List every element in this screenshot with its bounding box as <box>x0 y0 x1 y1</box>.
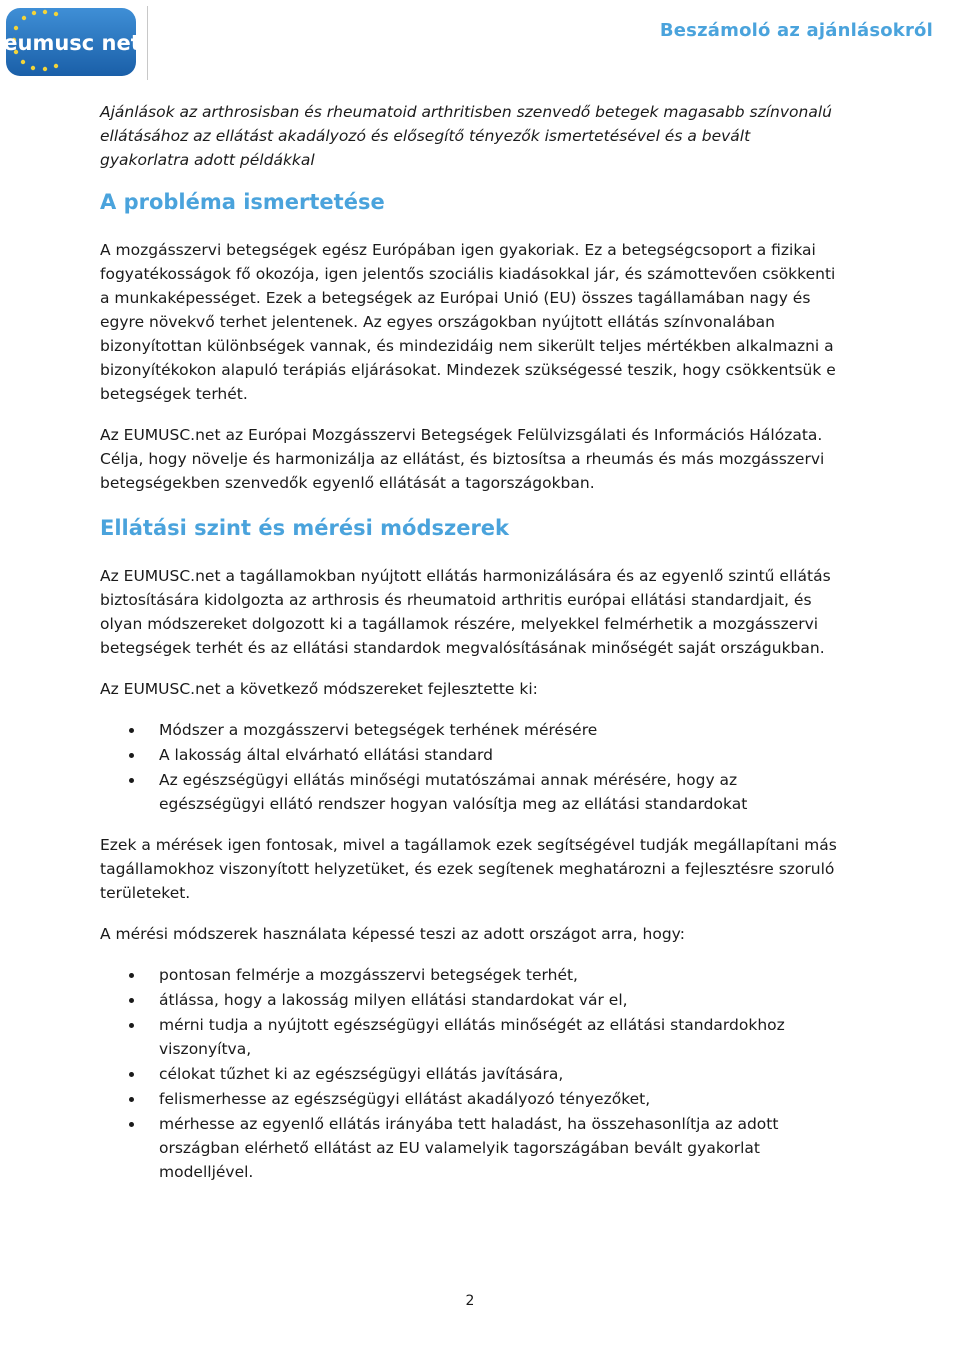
standards-paragraph-2: Az EUMUSC.net a következő módszereket fejlesztette ki: <box>100 680 538 698</box>
page-number: 2 <box>465 1293 475 1309</box>
standards-paragraph-1: Az EUMUSC.net a tagállamokban nyújtott ellátás harmonizálására és az egyenlő szintű ellátás biztosítására kidolgozta az arthrosis és rheumatoid arthritis európai ellátási standardjait, és olyan módszereket dolgozott ki a tagállamok részére, melyekkel felmérhetik a mozgásszervi betegségek terhét és az ellátási standardok megvalósításának minőségét saját országukban. <box>100 567 831 657</box>
document-title: Beszámoló az ajánlásokról <box>659 20 933 41</box>
document-body <box>100 100 840 1201</box>
list-item: átlássa, hogy a lakosság milyen ellátási standardokat vár el, <box>100 988 840 1012</box>
list-item: Az egészségügyi ellátás minőségi mutatószámai annak mérésére, hogy az egészségügyi ellátó rendszer hogyan valósítja meg az ellátási standardokat <box>100 768 840 816</box>
list-item: célokat tűzhet ki az egészségügyi ellátás javítására, <box>100 1062 840 1086</box>
bullet-icon <box>129 1122 134 1127</box>
bullet-icon <box>129 1072 134 1077</box>
bullet-icon <box>129 778 134 783</box>
bullet-icon <box>129 728 134 733</box>
list-item: Módszer a mozgásszervi betegségek terhének mérésére <box>100 718 840 742</box>
standards-paragraph-3: Ezek a mérések igen fontosak, mivel a tagállamok ezek segítségével tudják megállapítani más tagállamokhoz viszonyított helyzetüket, és ezek segítenek meghatározni a fejlesztésre szoruló területeket. <box>100 836 837 902</box>
bullet-icon <box>129 973 134 978</box>
bullet-icon <box>129 1023 134 1028</box>
list-item: mérni tudja a nyújtott egészségügyi ellátás minőségét az ellátási standardokhoz viszonyítva, <box>100 1013 840 1061</box>
header-divider <box>147 6 148 80</box>
logo-text: eumusc net <box>6 31 138 55</box>
eumusc-logo-graphic <box>6 6 138 80</box>
standards-paragraph-4: A mérési módszerek használata képessé teszi az adott országot arra, hogy: <box>100 925 685 943</box>
section-heading-standards: Ellátási szint és mérési módszerek <box>100 516 510 540</box>
bullet-icon <box>129 998 134 1003</box>
problem-paragraph-1: A mozgásszervi betegségek egész Európában igen gyakoriak. Ez a betegségcsoport a fizikai fogyatékosságok fő okozója, igen jelentős szociális kiadásokkal jár, és számottevően csökkenti a munkaképességet. Ezek a betegségek az Európai Unió (EU) összes tagállamában nagy és egyre növekvő terhet jelentenek. Az egyes országokban nyújtott ellátás színvonalában bizonyítottan különbségek vannak, és mindezidáig nem sikerült teljes mértékben alkalmazni a bizonyítékokon alapuló terápiás eljárásokat. Mindezek szükségessé teszik, hogy csökkentsük e betegségek terhét. <box>100 241 836 403</box>
capabilities-list <box>100 963 840 1184</box>
methods-list <box>100 718 840 816</box>
list-item: A lakosság által elvárható ellátási standard <box>100 743 840 767</box>
bullet-icon <box>129 753 134 758</box>
eumusc-logo <box>6 6 138 80</box>
intro-paragraph: Ajánlások az arthrosisban és rheumatoid arthritisben szenvedő betegek magasabb színvonalú ellátásához az ellátást akadályozó és elősegítő tényezők ismertetésével és a bevált gyakorlatra adott példákkal <box>100 103 832 169</box>
problem-paragraph-2: Az EUMUSC.net az Európai Mozgásszervi Betegségek Felülvizsgálati és Információs Hálózata. Célja, hogy növelje és harmonizálja az ellátást, és biztosítsa a rheumás és más mozgásszervi betegségekben szenvedők egyenlő ellátását a tagországokban. <box>100 426 825 492</box>
list-item: pontosan felmérje a mozgásszervi betegségek terhét, <box>100 963 840 987</box>
list-item: mérhesse az egyenlő ellátás irányába tett haladást, ha összehasonlítja az adott országban elérhető ellátást az EU valamelyik tagországában bevált gyakorlat modelljével. <box>100 1112 840 1184</box>
list-item: felismerhesse az egészségügyi ellátást akadályozó tényezőket, <box>100 1087 840 1111</box>
bullet-icon <box>129 1097 134 1102</box>
section-heading-problem: A probléma ismertetése <box>100 190 385 214</box>
